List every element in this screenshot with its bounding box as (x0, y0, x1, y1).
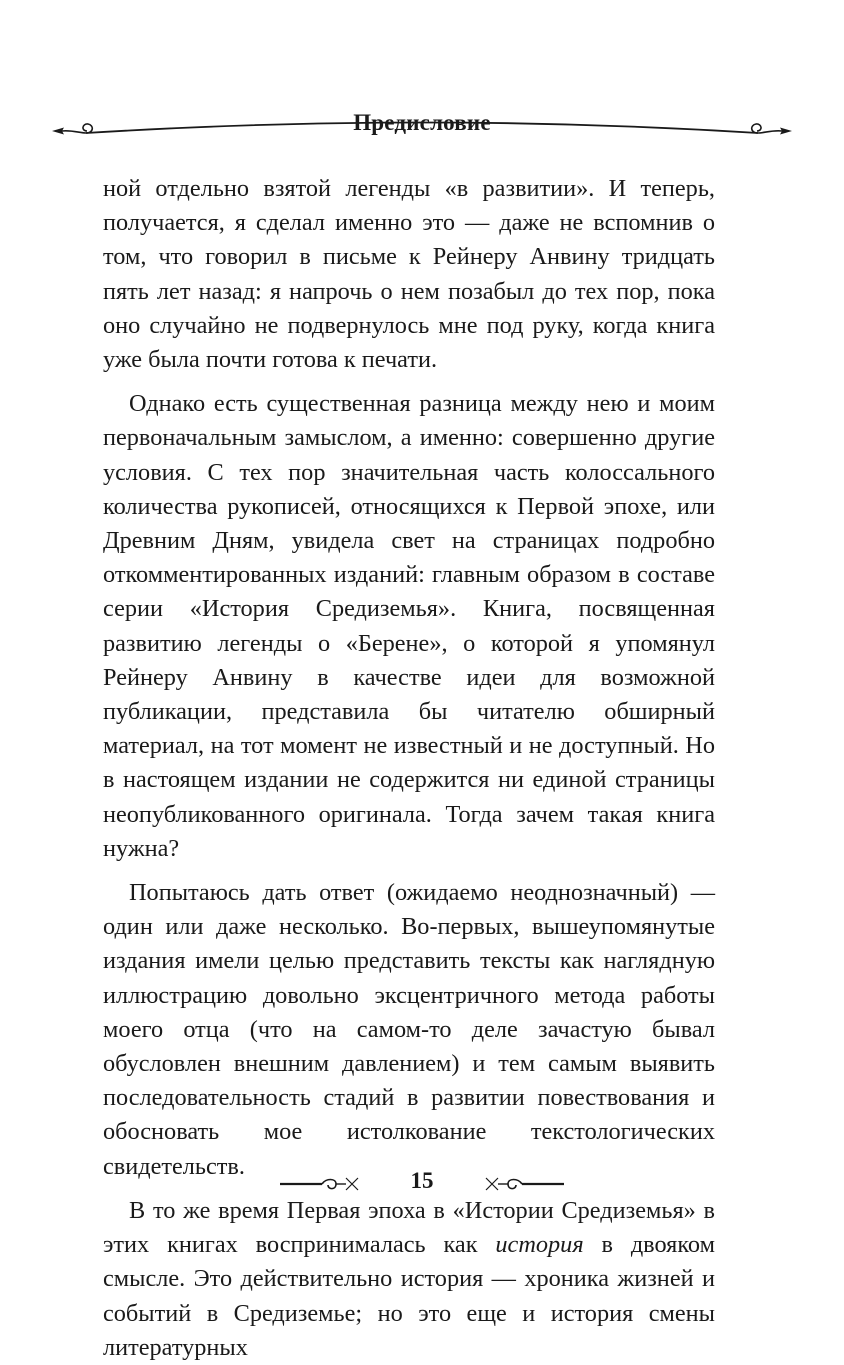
running-head (50, 100, 794, 160)
page-footer (270, 1164, 574, 1204)
emphasis-word: история (495, 1231, 584, 1259)
paragraph: Однако есть существенная разница между нею и моим первоначальным замыслом, а именно: совершенно другие условия. С тех пор значительная часть колоссального количества рукописей, относящихся к Первой эпохе, или Древним Дням, увидела свет на страницах подробно откомментированных изданий: главным образом в составе серии «История Средиземья». Книга, посвященная развитию легенды о «Берене», о которой я упомянул Рейнеру Анвину в качестве идеи для возможной публикации, представила бы читателю обширный материал, на тот момент не известный и не доступный. Но в настоящем издании не содержится ни единой страницы неопубликованного оригинала. Тогда зачем такая книга нужна? (103, 390, 715, 862)
paragraph (103, 1194, 715, 1365)
paragraph-text-before: В то же время Первая эпоха в «Истории Средиземья» в этих книгах воспринималась как (103, 1196, 715, 1259)
page-number: 15 (410, 1168, 434, 1193)
paragraph: Попытаюсь дать ответ (ожидаемо неоднозначный) — один или даже несколько. Во-первых, вышеупомянутые издания имели целью представить тексты как наглядную иллюстрацию довольно эксцентричного метода работы моего отца (что на самом-то деле зачастую бывал обусловлен внешним давлением) и тем самым выявить последовательность стадий в развитии повествования и обосновать мое истолкование текстологических свидетельств. (103, 879, 715, 1180)
running-head-title: Предисловие (353, 110, 491, 135)
paragraph-continuation: ной отдельно взятой легенды «в развитии». И теперь, получается, я сделал именно это — даже не вспомнив о том, что говорил в письме к Рейнеру Анвину тридцать пять лет назад: я напрочь о нем позабыл до тех пор, пока оно случайно не подвернулось мне под руку, когда книга уже была почти готова к печати. (103, 175, 715, 374)
paragraph-text-after: в двояком смысле. Это действительно история — хроника жизней и событий в Средиземье; но это еще и история смены литературных (103, 1231, 715, 1361)
